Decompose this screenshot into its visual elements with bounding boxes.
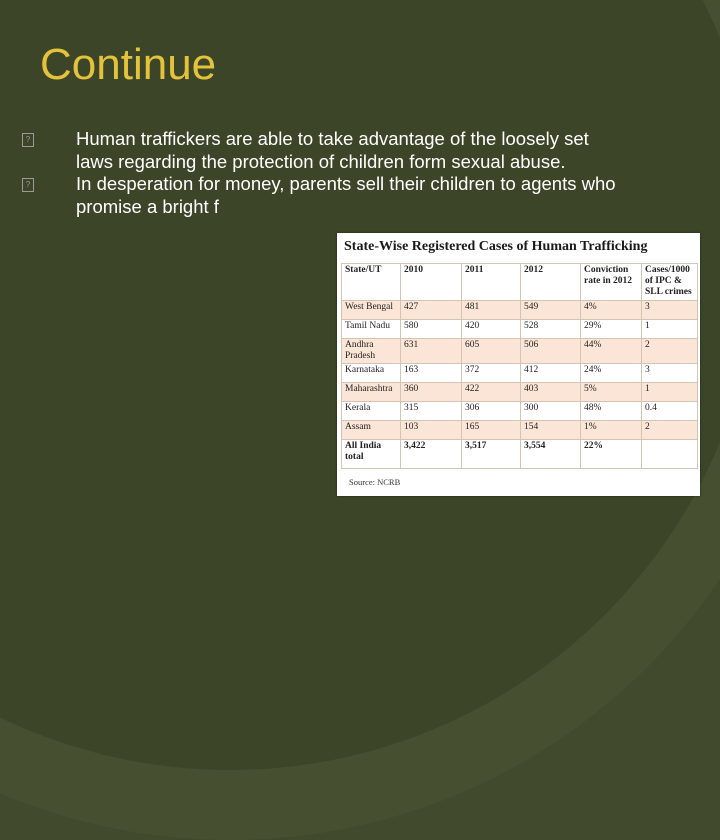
table-cell: 22%	[581, 440, 642, 469]
cases-table	[341, 263, 698, 469]
table-cell: 580	[401, 320, 462, 339]
table-cell: 549	[521, 301, 581, 320]
table-cell: 165	[462, 421, 521, 440]
table-cell: 306	[462, 402, 521, 421]
trafficking-table-image	[337, 233, 700, 496]
table-cell: 48%	[581, 402, 642, 421]
table-row	[342, 402, 698, 421]
table-cell: Kerala	[342, 402, 401, 421]
table-cell: 103	[401, 421, 462, 440]
table-row	[342, 383, 698, 402]
table-cell: 506	[521, 339, 581, 364]
table-cell: Maharashtra	[342, 383, 401, 402]
table-cell: West Bengal	[342, 301, 401, 320]
table-source: Source: NCRB	[349, 477, 401, 487]
table-row	[342, 301, 698, 320]
table-row	[342, 320, 698, 339]
table-cell: 372	[462, 364, 521, 383]
missing-glyph-icon: ?	[22, 178, 34, 192]
column-header: 2010	[401, 264, 462, 301]
table-cell: 1	[642, 383, 698, 402]
table-cell: 1	[642, 320, 698, 339]
table-title: State-Wise Registered Cases of Human Trafficking	[344, 239, 648, 254]
table-row	[342, 339, 698, 364]
table-cell: 3,517	[462, 440, 521, 469]
table-cell: 3,422	[401, 440, 462, 469]
table-cell: 315	[401, 402, 462, 421]
table-cell: 412	[521, 364, 581, 383]
table-cell: 29%	[581, 320, 642, 339]
table-cell: 24%	[581, 364, 642, 383]
table-cell: Karnataka	[342, 364, 401, 383]
column-header: 2012	[521, 264, 581, 301]
missing-glyph-icon: ?	[22, 133, 34, 147]
table-cell: 163	[401, 364, 462, 383]
bullet-list	[22, 128, 622, 218]
table-cell: 528	[521, 320, 581, 339]
column-header: 2011	[462, 264, 521, 301]
table-cell: 44%	[581, 339, 642, 364]
table-cell: Assam	[342, 421, 401, 440]
table-header-row	[342, 264, 698, 301]
table-cell: 3	[642, 301, 698, 320]
table-cell: 3	[642, 364, 698, 383]
table-row	[342, 421, 698, 440]
column-header: Conviction rate in 2012	[581, 264, 642, 301]
table-cell: 2	[642, 421, 698, 440]
table-cell: 300	[521, 402, 581, 421]
table-cell: 3,554	[521, 440, 581, 469]
table-cell: 5%	[581, 383, 642, 402]
table-cell: 605	[462, 339, 521, 364]
table-cell: Andhra Pradesh	[342, 339, 401, 364]
table-cell: 0.4	[642, 402, 698, 421]
column-header: State/UT	[342, 264, 401, 301]
table-cell: 2	[642, 339, 698, 364]
table-cell: Tamil Nadu	[342, 320, 401, 339]
table-cell: 154	[521, 421, 581, 440]
table-cell: 4%	[581, 301, 642, 320]
table-cell: 420	[462, 320, 521, 339]
table-total-row	[342, 440, 698, 469]
bullet-text: In desperation for money, parents sell their children to agents who promise a bright f	[76, 173, 616, 217]
bullet-item	[22, 128, 622, 173]
table-cell: 631	[401, 339, 462, 364]
table-cell: 360	[401, 383, 462, 402]
table-cell	[642, 440, 698, 469]
column-header: Cases/1000 of IPC & SLL crimes	[642, 264, 698, 301]
table-cell: 403	[521, 383, 581, 402]
table-cell: 1%	[581, 421, 642, 440]
table-row	[342, 364, 698, 383]
table-cell: 422	[462, 383, 521, 402]
slide-title: Continue	[40, 40, 217, 89]
table-cell: All India total	[342, 440, 401, 469]
table-cell: 427	[401, 301, 462, 320]
bullet-text: Human traffickers are able to take advantage of the loosely set laws regarding the protection of children form sexual abuse.	[76, 128, 589, 172]
table-cell: 481	[462, 301, 521, 320]
bullet-item	[22, 173, 622, 218]
